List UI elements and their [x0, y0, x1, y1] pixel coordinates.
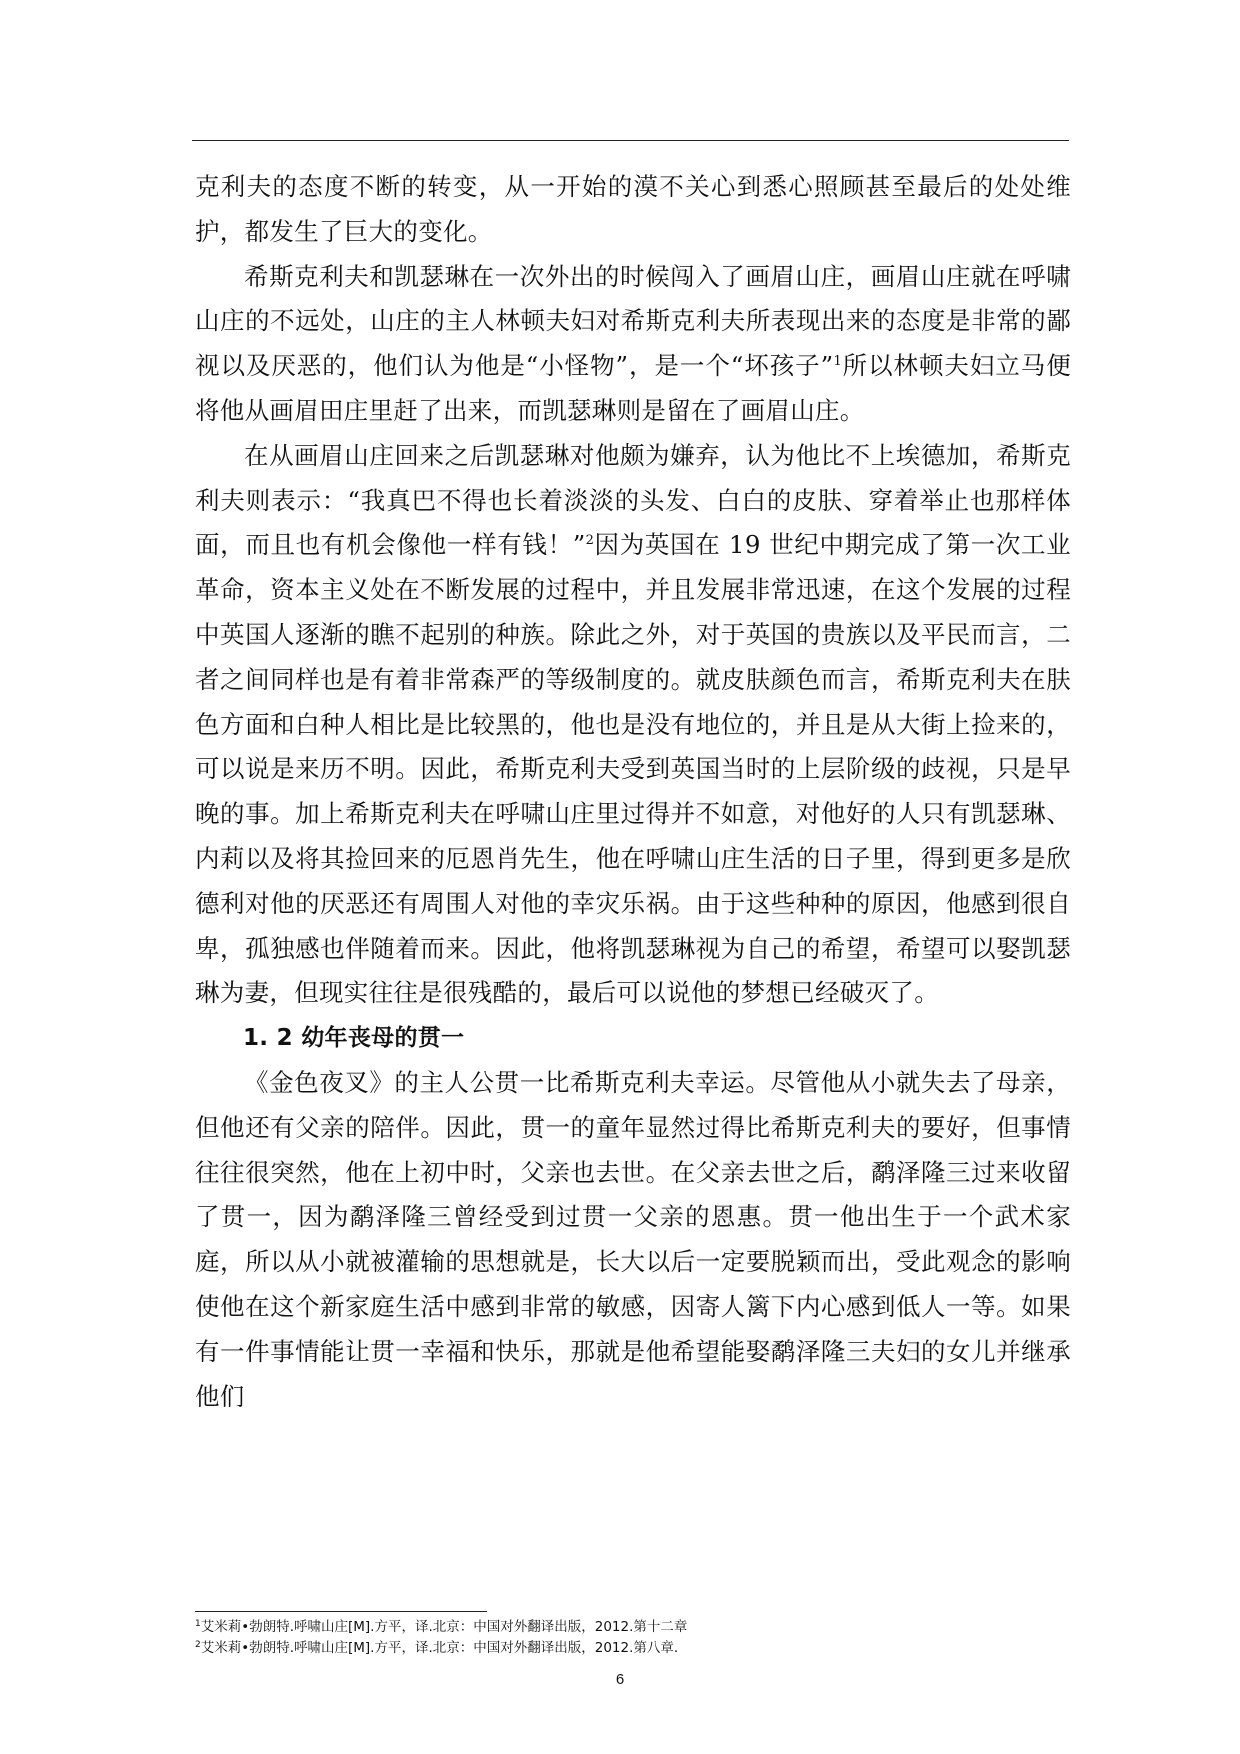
page-number: 6: [615, 1671, 625, 1688]
paragraph-3-text-b: 因为英国在 19 世纪中期完成了第一次工业革命，资本主义处在不断发展的过程中，并且发展非常迅速，在这个发展的过程中英国人逐渐的瞧不起别的种族。除此之外，对于英国的贵族以及平民而言，二者之间同样也是有着非常森严的等级制度的。就皮肤颜色而言，希斯克利夫在肤色方面和白种人相比是比较黑的，他也是没有地位的，并且是从大街上捡来的，可以说是来历不明。因此，希斯克利夫受到英国当时的上层阶级的歧视，只是早晚的事。加上希斯克利夫在呼啸山庄里过得并不如意，对他好的人只有凯瑟琳、内莉以及将其捡回来的厄恩肖先生，他在呼啸山庄生活的日子里，得到更多是欣德利对他的厌恶还有周围人对他的幸灾乐祸。由于这些种种的原因，他感到很自卑，孤独感也伴随着而来。因此，他将凯瑟琳视为自己的希望，希望可以娶凯瑟琳为妻，但现实往往是很残酷的，最后可以说他的梦想已经破灭了。: [195, 530, 1071, 1008]
footnote-rule: [195, 1611, 487, 1612]
footnote-ref-1[interactable]: 1: [833, 354, 843, 370]
paragraph-4: [195, 1061, 1071, 1419]
paragraph-continued: [195, 165, 1071, 255]
header-rule: [192, 140, 1069, 141]
paragraph-1-text: 克利夫的态度不断的转变，从一开始的漠不关心到悉心照顾甚至最后的处处维护，都发生了巨大的变化。: [195, 172, 1071, 246]
paragraph-4-text: 《金色夜叉》的主人公贯一比希斯克利夫幸运。尽管他从小就失去了母亲，但他还有父亲的陪伴。因此，贯一的童年显然过得比希斯克利夫的要好，但事情往往很突然，他在上初中时，父亲也去世。在父亲去世之后，鹬泽隆三过来收留了贯一，因为鹬泽隆三曾经受到过贯一父亲的恩惠。贯一他出生于一个武术家庭，所以从小就被灌输的思想就是，长大以后一定要脱颖而出，受此观念的影响使他在这个新家庭生活中感到非常的敏感，因寄人篱下内心感到低人一等。如果有一件事情能让贯一幸福和快乐，那就是他希望能娶鹬泽隆三夫妇的女儿并继承他们: [195, 1067, 1071, 1411]
footnote-1-text: 艾米莉•勃朗特.呼啸山庄[M].方平，译.北京：中国对外翻译出版，2012.第十二章: [200, 1619, 688, 1635]
footnote-ref-2[interactable]: 2: [585, 533, 595, 549]
main-body-text: [195, 165, 1071, 1419]
section-heading: 1. 2 幼年丧母的贯一: [243, 1025, 465, 1052]
footnote-1-mark: 1: [195, 1619, 201, 1629]
footnote-2-mark: 2: [195, 1640, 201, 1650]
paragraph-2-text-a: 希斯克利夫和凯瑟琳在一次外出的时候闯入了画眉山庄，画眉山庄就在呼啸山庄的不远处，山庄的主人林顿夫妇对希斯克利夫所表现出来的态度是非常的鄙视以及厌恶的，他们认为他是“小怪物”，是一个“坏孩子”: [195, 261, 1071, 381]
footnote-2-text: 艾米莉•勃朗特.呼啸山庄[M].方平，译.北京：中国对外翻译出版，2012.第八章.: [200, 1640, 679, 1656]
footnotes: [195, 1617, 1071, 1659]
footnote-1: [195, 1617, 1071, 1638]
paragraph-2-text-b: 所以林顿夫妇立马便将他从画眉田庄里赶了出来，而凯瑟琳则是留在了画眉山庄。: [195, 351, 1072, 425]
footnote-2: [195, 1638, 1071, 1659]
paragraph-3: [195, 434, 1071, 1016]
paragraph-3-text-a: 在从画眉山庄回来之后凯瑟琳对他颇为嫌弃，认为他比不上埃德加，希斯克利夫则表示：“我真巴不得也长着淡淡的头发、白白的皮肤、穿着举止也那样体面，而且也有机会像他一样有钱！”: [195, 440, 1071, 560]
paragraph-2: [195, 255, 1071, 434]
